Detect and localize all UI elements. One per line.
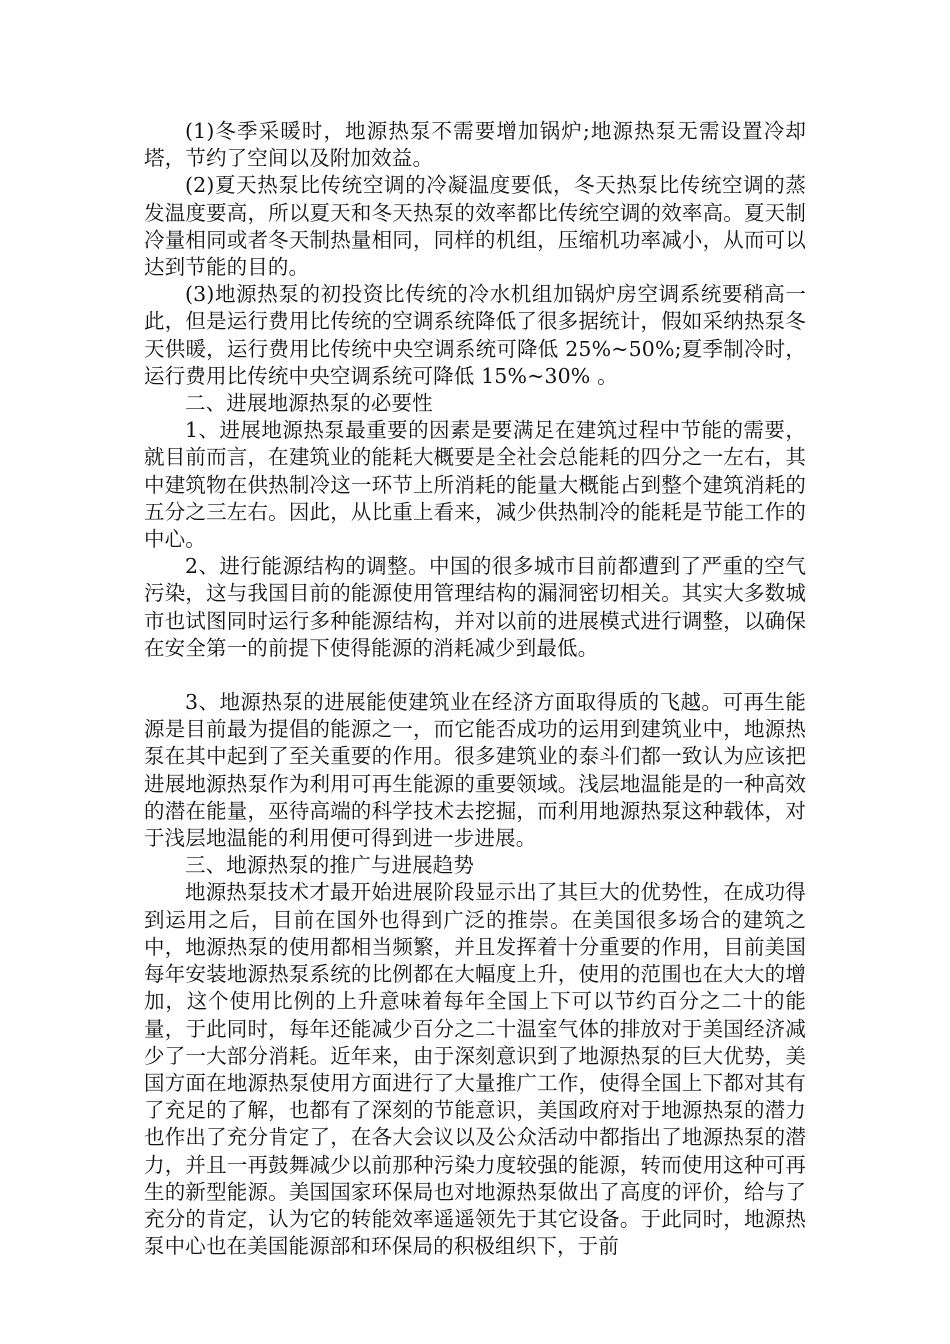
- paragraph-usa-adoption: 地源热泵技术才最开始进展阶段显示出了其巨大的优势性，在成功得到运用之后，目前在国外也得到广泛的推崇。在美国很多场合的建筑之中，地源热泵的使用都相当频繁，并且发挥着十分重要的作用，目前美国每年安装地源热泵系统的比例都在大幅度上升，使用的范围也在大大的增加，这个使用比例的上升意味着每年全国上下可以节约百分之二十的能量，于此同时，每年还能减少百分之二十温室气体的排放对于美国经济减少了一大部分消耗。近年来，由于深刻意识到了地源热泵的巨大优势，美国方面在地源热泵使用方面进行了大量推广工作，使得全国上下都对其有了充足的了解，也都有了深刻的节能意识，美国政府对于地源热泵的潜力也作出了充分肯定了，在各大会议以及公众活动中都指出了地源热泵的潜力，并且一再鼓舞减少以前那种污染力度较强的能源，转而使用这种可再生的新型能源。美国国家环保局也对地源热泵做出了高度的评价，给与了充分的肯定，认为它的转能效率遥遥领先于其它设备。于此同时，地源热泵中心也在美国能源部和环保局的积极组织下，于前: [144, 880, 806, 1259]
- document-body: [144, 118, 806, 1260]
- section-heading-necessity: 二、进展地源热泵的必要性: [185, 391, 433, 416]
- paragraph-operating-cost: (3)地源热泵的初投资比传统的冷水机组加锅炉房空调系统要稍高一此，但是运行费用比传统的空调系统降低了很多据统计，假如采纳热泵冬天供暖，运行费用比传统中央空调系统可降低 25%~50%;夏季制冷时，运行费用比传统中央空调系统可降低 15%~30% 。: [144, 282, 806, 388]
- paragraph-spacer: [144, 662, 806, 689]
- paragraph-winter-heating: (1)冬季采暖时，地源热泵不需要增加锅炉;地源热泵无需设置冷却塔，节约了空间以及附加效益。: [144, 119, 806, 171]
- paragraph-efficiency: (2)夏天热泵比传统空调的冷凝温度要低，冬天热泵比传统空调的蒸发温度要高，所以夏天和冬天热泵的效率都比传统空调的效率高。夏天制冷量相同或者冬天制热量相同，同样的机组，压缩机功率减小，从而可以达到节能的目的。: [144, 173, 806, 280]
- paragraph-economic-leap: 3、地源热泵的进展能使建筑业在经济方面取得质的飞越。可再生能源是目前最为提倡的能源之一，而它能否成功的运用到建筑业中，地源热泵在其中起到了至关重要的作用。很多建筑业的泰斗们都一致认为应该把进展地源热泵作为利用可再生能源的重要领域。浅层地温能是的一种高效的潜在能量，巫待高端的科学技术去挖掘，而利用地源热泵这种载体，对于浅层地温能的利用便可得到进一步进展。: [144, 690, 806, 851]
- section-heading-trend: 三、地源热泵的推广与进展趋势: [185, 853, 475, 878]
- paragraph-energy-structure: 2、进行能源结构的调整。中国的很多城市目前都遭到了严重的空气污染，这与我国目前的能源使用管理结构的漏洞密切相关。其实大多数城市也试图同时运行多种能源结构，并对以前的进展模式进行调整，以确保在安全第一的前提下使得能源的消耗减少到最低。: [144, 554, 806, 660]
- paragraph-energy-saving: 1、进展地源热泵最重要的因素是要满足在建筑过程中节能的需要，就目前而言，在建筑业的能耗大概要是全社会总能耗的四分之一左右，其中建筑物在供热制冷这一环节上所消耗的能量大概能占到整个建筑消耗的五分之三左右。因此，从比重上看来，减少供热制冷的能耗是节能工作的中心。: [144, 418, 806, 552]
